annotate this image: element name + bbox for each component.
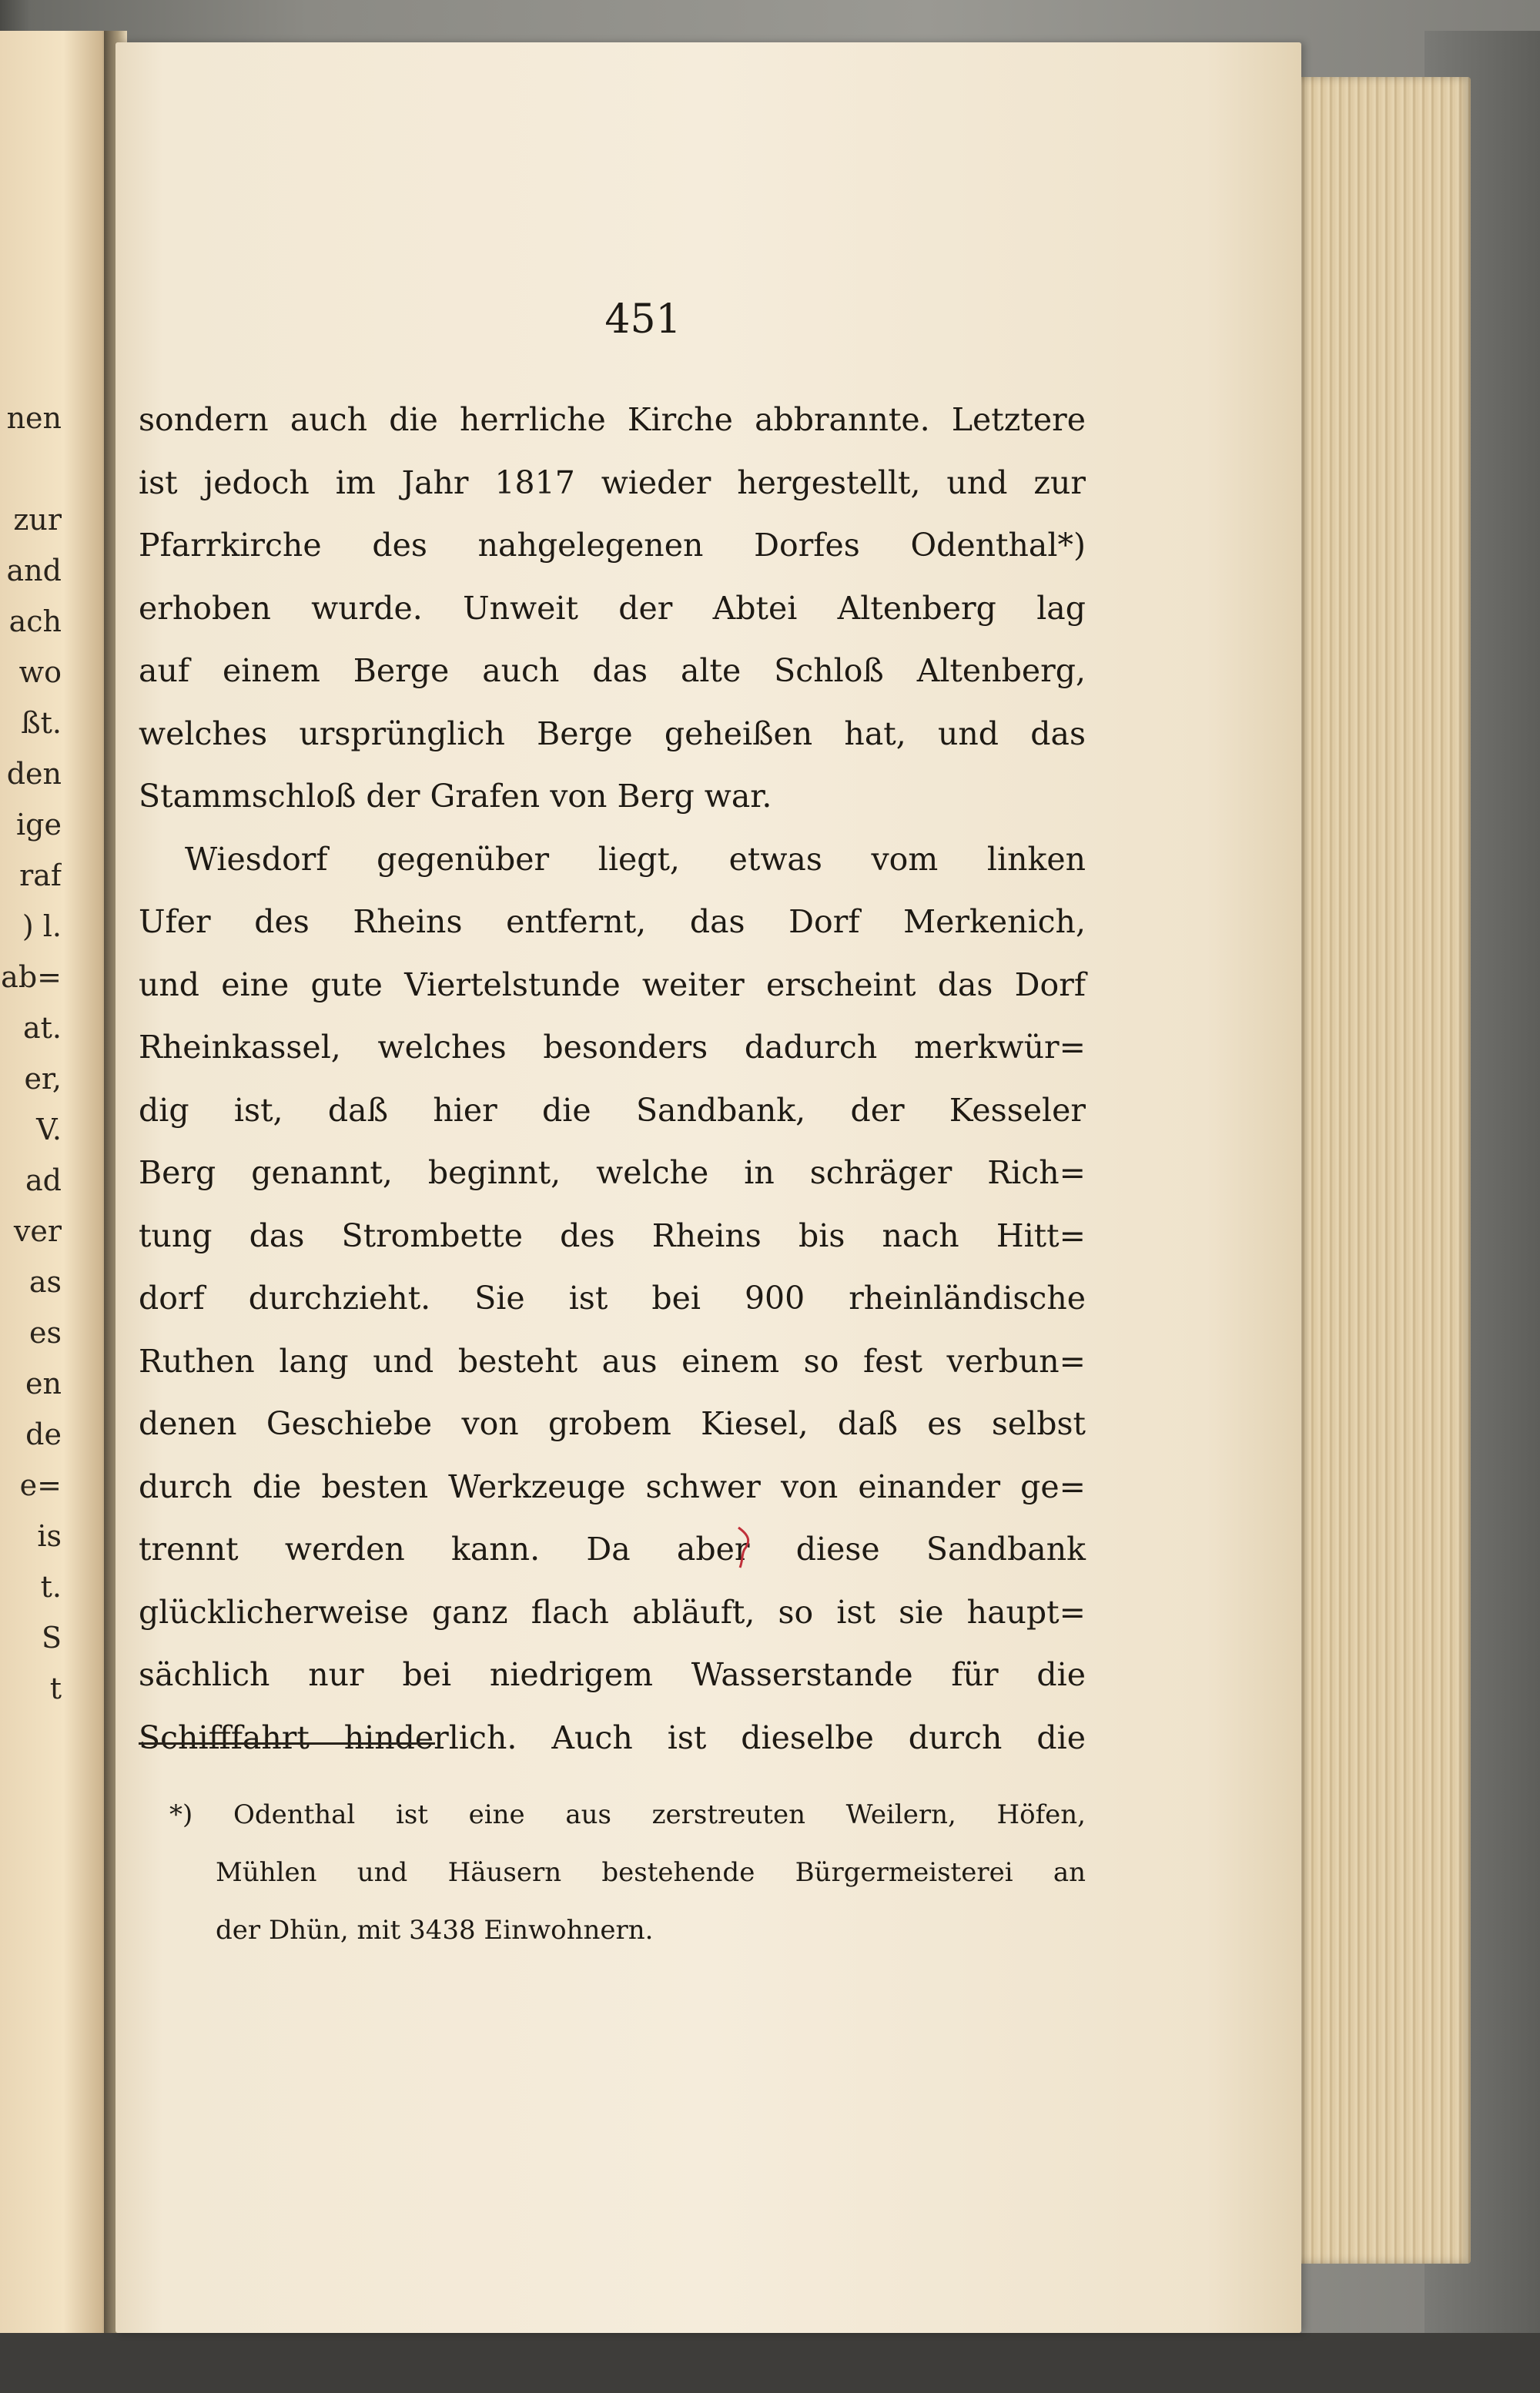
left-page-fragment: de bbox=[25, 1417, 62, 1451]
text-line: Stammschloß der Grafen von Berg war. bbox=[139, 778, 772, 815]
left-page-fragment: raf bbox=[19, 858, 62, 892]
left-page-fragment: wo bbox=[18, 655, 62, 689]
text-line: und eine gute Viertelstunde weiter erscheint das Dorf bbox=[139, 966, 1086, 1003]
text-line: Pfarrkirche des nahgelegenen Dorfes Odenthal*) bbox=[139, 527, 1086, 564]
text-line: Wiesdorf gegenüber liegt, etwas vom linken bbox=[185, 840, 1086, 878]
text-line: glücklicherweise ganz flach abläuft, so ist sie haupt= bbox=[139, 1593, 1086, 1631]
left-page-fragment: zur bbox=[13, 503, 62, 537]
left-page-fragment bbox=[0, 443, 62, 494]
left-page-fragment: es bbox=[29, 1316, 62, 1350]
text-line: dig ist, daß hier die Sandbank, der Kesseler bbox=[139, 1091, 1086, 1129]
footnote-line: *) Odenthal ist eine aus zerstreuten Weilern, Höfen, bbox=[169, 1799, 1086, 1830]
footnote-rule bbox=[139, 1742, 435, 1745]
text-line: sondern auch die herrliche Kirche abbrannte. Letztere bbox=[139, 401, 1086, 438]
text-line: Ruthen lang und besteht aus einem so fest verbun= bbox=[139, 1342, 1086, 1380]
left-page-fragments bbox=[0, 393, 62, 1779]
left-page-fragment: t bbox=[49, 1672, 62, 1705]
left-page-fragment: as bbox=[28, 1265, 62, 1299]
left-page-fragment: er, bbox=[24, 1062, 62, 1096]
text-line: Ufer des Rheins entfernt, das Dorf Merkenich, bbox=[139, 903, 1086, 940]
text-line: welches ursprünglich Berge geheißen hat, und das bbox=[139, 715, 1086, 752]
text-line: denen Geschiebe von grobem Kiesel, daß es selbst bbox=[139, 1405, 1086, 1442]
footnote-line: Mühlen und Häusern bestehende Bürgermeisterei an bbox=[216, 1857, 1086, 1888]
left-page-fragment: e= bbox=[19, 1468, 62, 1502]
left-page-fragment: ige bbox=[16, 808, 62, 842]
left-page-fragment: ach bbox=[8, 604, 62, 638]
text-line: trennt werden kann. Da aber diese Sandbank bbox=[139, 1531, 1086, 1568]
text-line: auf einem Berge auch das alte Schloß Altenberg, bbox=[139, 652, 1086, 689]
left-page-fragment: den bbox=[6, 757, 62, 791]
text-line: Berg genannt, beginnt, welche in schräger Rich= bbox=[139, 1154, 1086, 1191]
left-page-fragment: and bbox=[6, 554, 62, 587]
left-page-fragment: ad bbox=[25, 1163, 62, 1197]
left-page-fragment: ) l. bbox=[22, 909, 62, 943]
text-line: Rheinkassel, welches besonders dadurch merkwür= bbox=[139, 1029, 1086, 1066]
book-page bbox=[116, 42, 1301, 2333]
left-page-fragment: ab= bbox=[1, 960, 62, 994]
body-text bbox=[139, 389, 1086, 1769]
scan-bottom-edge bbox=[0, 2333, 1540, 2393]
text-line: Schifffahrt hinderlich. Auch ist dieselbe durch die bbox=[139, 1719, 1086, 1756]
footnote bbox=[169, 1786, 1086, 1960]
text-line: sächlich nur bei niedrigem Wasserstande für die bbox=[139, 1656, 1086, 1693]
text-line: tung das Strombette des Rheins bis nach Hitt= bbox=[139, 1217, 1086, 1254]
text-line: durch die besten Werkzeuge schwer von einander ge= bbox=[139, 1468, 1086, 1505]
left-page bbox=[0, 31, 116, 2333]
left-page-fragment: nen bbox=[6, 401, 62, 435]
left-page-fragment: is bbox=[37, 1519, 62, 1553]
stacked-page-edges bbox=[1278, 77, 1471, 2264]
left-page-fragment: t. bbox=[40, 1570, 62, 1604]
left-page-fragment: en bbox=[25, 1367, 62, 1401]
text-line: erhoben wurde. Unweit der Abtei Altenberg lag bbox=[139, 589, 1086, 627]
text-line: dorf durchzieht. Sie ist bei 900 rheinländische bbox=[139, 1280, 1086, 1317]
text-line: ist jedoch im Jahr 1817 wieder hergestellt, und zur bbox=[139, 464, 1086, 501]
left-page-fragment: V. bbox=[36, 1113, 62, 1146]
left-page-fragment: ßt. bbox=[21, 706, 62, 740]
left-page-fragment: at. bbox=[22, 1011, 62, 1045]
page-number: 451 bbox=[604, 296, 681, 343]
left-page-fragment: ver bbox=[13, 1214, 62, 1248]
footnote-line: der Dhün, mit 3438 Einwohnern. bbox=[216, 1915, 654, 1946]
red-pencil-mark bbox=[735, 1524, 754, 1571]
left-page-fragment: S bbox=[41, 1621, 62, 1655]
